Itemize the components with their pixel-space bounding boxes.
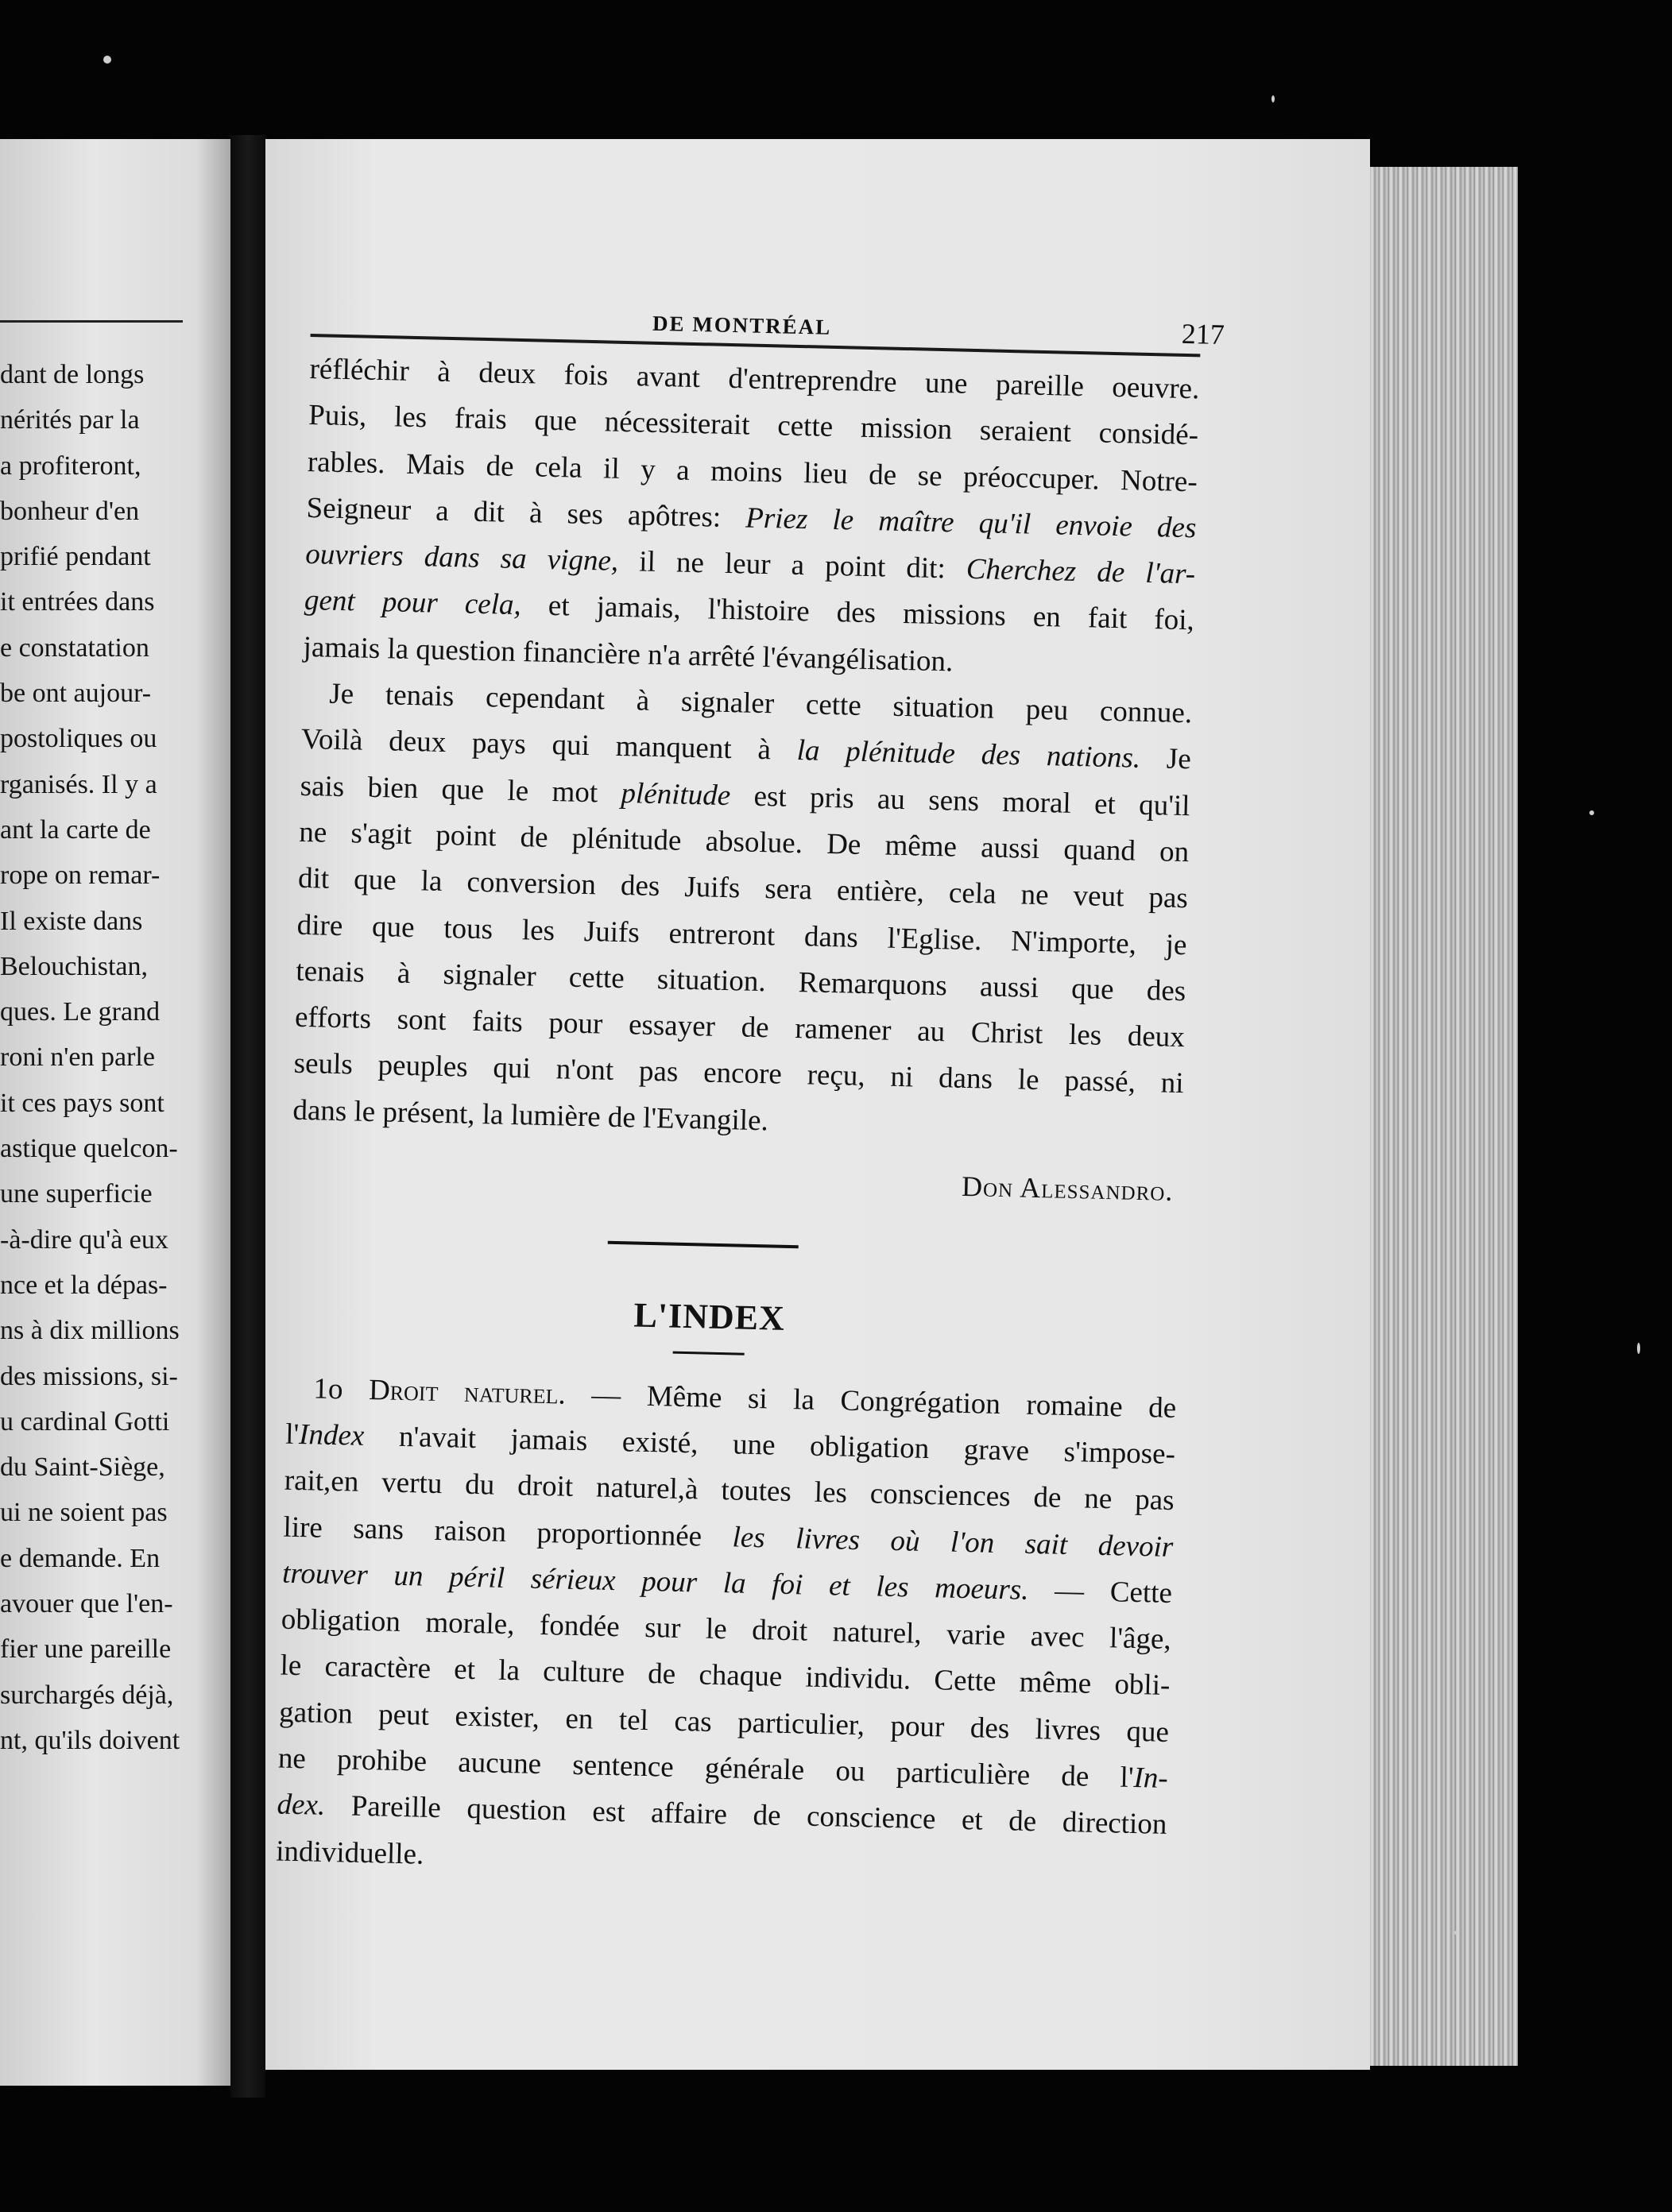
italic-term: dex. <box>277 1788 326 1823</box>
left-page-line: rope on remar- <box>0 860 161 891</box>
left-page-line: nce et la dépas- <box>0 1270 168 1300</box>
text-line: Voilà deux pays qui manquent à la plénitude des nations. Je <box>300 723 1192 776</box>
page-edges <box>1351 167 1518 2066</box>
section-title: L'INDEX <box>633 1295 786 1339</box>
text-line: Je tenais cependant à signaler cette situation peu connue. <box>328 677 1193 730</box>
left-page <box>0 139 230 2086</box>
left-page-line: postoliques ou <box>0 724 157 754</box>
left-page-line: du Saint-Siège, <box>0 1452 165 1483</box>
italic-quote: Priez le maître qu'il envoie des <box>745 501 1197 545</box>
left-page-line: e constatation <box>0 632 149 663</box>
left-page-line: fier une pareille <box>0 1634 172 1665</box>
text-line: l'Index n'avait jamais existé, une obligation grave s'impose- <box>284 1417 1176 1471</box>
body-text <box>276 346 1200 1895</box>
left-page-line: nérités par la <box>0 405 140 435</box>
film-speck <box>1589 810 1594 815</box>
section-divider <box>608 1241 799 1248</box>
left-page-line: surchargés déjà, <box>0 1680 174 1710</box>
text-line: ouvriers dans sa vigne, il ne leur a point dit: Cherchez de l'ar- <box>304 538 1196 591</box>
text-line: efforts sont faits pour essayer de ramener au Christ les deux <box>294 1000 1186 1054</box>
left-page-rule <box>0 320 183 323</box>
film-speck <box>103 56 111 64</box>
text-line: obligation morale, fondée sur le droit naturel, varie avec l'âge, <box>281 1603 1172 1657</box>
left-page-line: bonheur d'en <box>0 496 140 526</box>
italic-quote: gent pour cela, <box>304 584 522 622</box>
left-page-line: prifié pendant <box>0 542 151 572</box>
film-speck <box>1454 1931 1458 1935</box>
text-line: gation peut exister, en tel cas particulier, pour des livres que <box>278 1696 1170 1749</box>
left-page-line: be ont aujour- <box>0 679 152 709</box>
film-speck <box>1637 1343 1640 1354</box>
text-line: jamais la question financière n'a arrêté l'évangélisation. <box>303 630 954 679</box>
text-line: dit que la conversion des Juifs sera entière, cela ne veut pas <box>297 862 1189 915</box>
left-page-line: ui ne soient pas <box>0 1498 168 1528</box>
text-line: lire sans raison proportionnée les livres où l'on sait devoir <box>283 1510 1174 1564</box>
italic-term: Index <box>298 1417 365 1452</box>
book-gutter <box>230 135 265 2098</box>
left-page-line: une superficie <box>0 1179 153 1209</box>
left-page-line: astique quelcon- <box>0 1134 178 1164</box>
text-line: dans le présent, la lumière de l'Evangile. <box>292 1093 769 1138</box>
running-title: DE MONTRÉAL <box>652 311 832 339</box>
author-signature: Don Alessandro. <box>961 1170 1174 1207</box>
left-page-line: a profiteront, <box>0 451 141 481</box>
left-page-text <box>0 352 230 1763</box>
text-line: trouver un péril sérieux pour la foi et les moeurs. — Cette <box>281 1557 1173 1610</box>
left-page-line: rganisés. Il y a <box>0 769 157 799</box>
italic-phrase: plénitude <box>621 776 731 812</box>
text-line: 1o Droit naturel. — Même si la Congrégation romaine de <box>313 1372 1177 1425</box>
left-page-line: e demande. En <box>0 1543 161 1573</box>
italic-quote: ouvriers dans sa vigne, <box>304 538 619 578</box>
text-line: le caractère et la culture de chaque individu. Cette même obli- <box>280 1649 1171 1703</box>
text-line: réfléchir à deux fois avant d'entreprendre une pareille oeuvre. <box>309 352 1200 406</box>
left-page-line: it entrées dans <box>0 587 155 617</box>
text-line: dire que tous les Juifs entreront dans l'Eglise. N'importe, je <box>296 908 1187 961</box>
page-content <box>275 286 1225 1895</box>
left-page-line: -à-dire qu'à eux <box>0 1224 168 1255</box>
left-page-line: u cardinal Gotti <box>0 1406 170 1437</box>
paragraph-1 <box>303 346 1200 690</box>
text-line: ne prohibe aucune sentence générale ou particulière de l'In- <box>277 1742 1169 1795</box>
left-page-line: avouer que l'en- <box>0 1589 173 1619</box>
text-line: gent pour cela, et jamais, l'histoire des missions en fait foi, <box>304 584 1195 637</box>
italic-phrase: trouver un péril sérieux pour la foi et les moeurs. <box>281 1557 1029 1607</box>
left-page-line: nt, qu'ils doivent <box>0 1725 180 1755</box>
text-line: sais bien que le mot plénitude est pris au sens moral et qu'il <box>300 769 1190 822</box>
title-underline <box>673 1351 745 1355</box>
left-page-line: Belouchistan, <box>0 951 149 981</box>
text-line: rait,en vertu du droit naturel,à toutes les consciences de ne pas <box>284 1464 1175 1518</box>
left-page-line: dant de longs <box>0 360 145 389</box>
left-page-line: roni n'en parle <box>0 1042 155 1073</box>
text-line: dex. Pareille question est affaire de conscience et de direction <box>277 1788 1167 1842</box>
text-line: seuls peuples qui n'ont pas encore reçu, ni dans le passé, ni <box>293 1047 1184 1100</box>
text-line: rables. Mais de cela il y a moins lieu de se préoccuper. Notre- <box>307 445 1198 498</box>
italic-phrase: les livres où l'on sait devoir <box>732 1520 1174 1564</box>
film-speck <box>1271 95 1275 102</box>
italic-term: In- <box>1133 1761 1169 1795</box>
left-page-line: ant la carte de <box>0 814 151 845</box>
text-line: Seigneur a dit à ses apôtres: Priez le maître qu'il envoie des <box>306 491 1197 545</box>
left-page-line: ns à dix millions <box>0 1316 180 1346</box>
paragraph-2 <box>292 671 1193 1154</box>
section-paragraph <box>276 1365 1177 1895</box>
page-number: 217 <box>1181 317 1225 351</box>
small-caps-heading: Droit naturel. <box>368 1373 567 1411</box>
italic-quote: Cherchez de l'ar- <box>966 552 1196 591</box>
left-page-line: it ces pays sont <box>0 1088 164 1118</box>
italic-phrase: la plénitude des nations. <box>796 734 1141 775</box>
text-line: Puis, les frais que nécessiterait cette mission seraient considé- <box>308 399 1199 452</box>
text-line: ne s'agit point de plénitude absolue. De même aussi quand on <box>298 815 1190 869</box>
left-page-line: ques. Le grand <box>0 997 161 1027</box>
text-line: tenais à signaler cette situation. Remarquons aussi que des <box>295 954 1186 1008</box>
text-line: individuelle. <box>275 1835 424 1871</box>
left-page-line: des missions, si- <box>0 1361 178 1391</box>
left-page-line: Il existe dans <box>0 906 143 936</box>
